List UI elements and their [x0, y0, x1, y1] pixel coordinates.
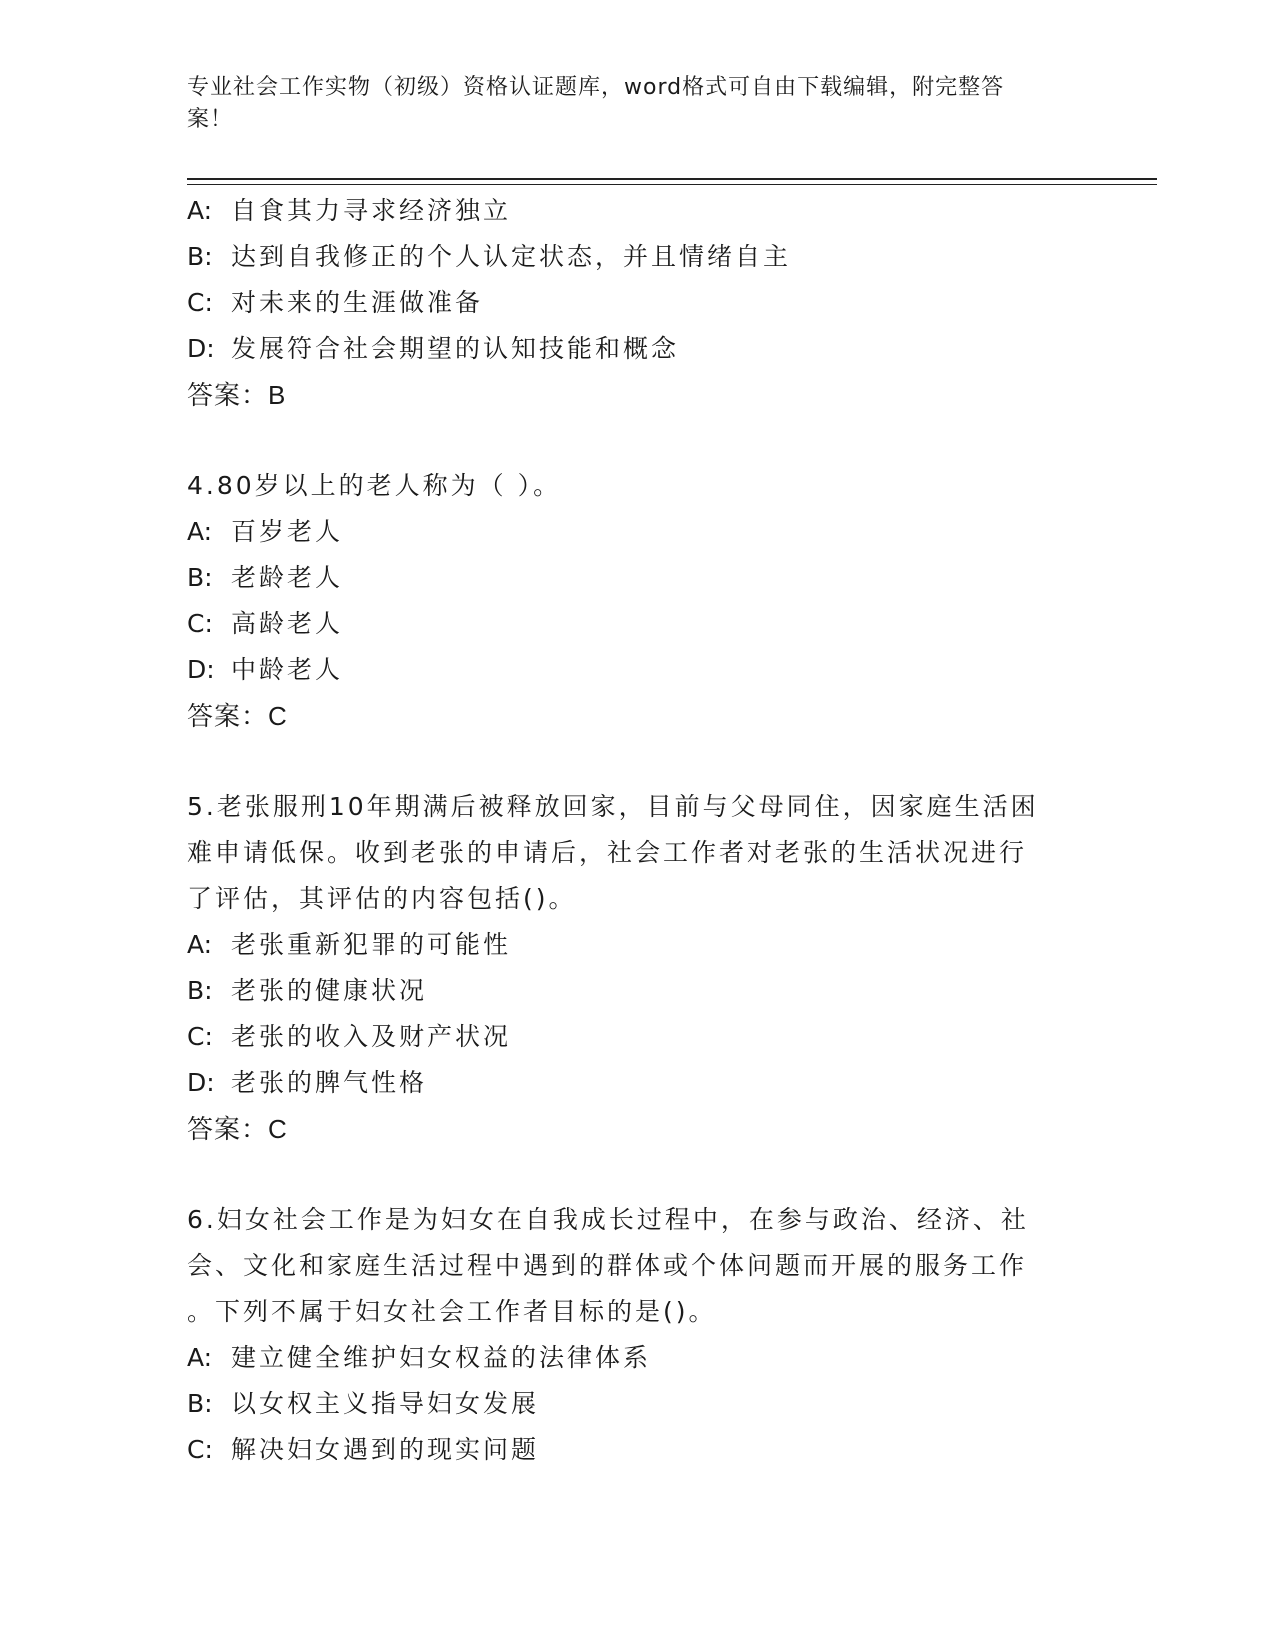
question-text-line-3: 了评估，其评估的内容包括()。: [187, 884, 577, 913]
question-6: [187, 1197, 1087, 1473]
question-3: [187, 188, 1087, 418]
option-a: A: 老张重新犯罪的可能性: [187, 930, 512, 959]
option-c: C: 高龄老人: [187, 609, 344, 638]
option-b: B: 老龄老人: [187, 563, 344, 592]
document-header: [187, 72, 1067, 136]
header-line-2: 案！: [187, 107, 234, 132]
option-c: C: 对未来的生涯做准备: [187, 288, 484, 317]
option-b: B: 达到自我修正的个人认定状态，并且情绪自主: [187, 242, 792, 271]
question-text-line-3: 。下列不属于妇女社会工作者目标的是()。: [187, 1297, 717, 1326]
question-text-line-1: 6.妇女社会工作是为妇女在自我成长过程中，在参与政治、经济、社: [187, 1205, 1029, 1234]
option-b: B: 以女权主义指导妇女发展: [187, 1389, 540, 1418]
question-text-line-2: 会、文化和家庭生活过程中遇到的群体或个体问题而开展的服务工作: [187, 1251, 1028, 1280]
option-c: C: 解决妇女遇到的现实问题: [187, 1435, 540, 1464]
option-a: A: 自食其力寻求经济独立: [187, 196, 512, 225]
option-d: D: 中龄老人: [187, 655, 344, 684]
question-text-line-1: 5.老张服刑10年期满后被释放回家，目前与父母同住，因家庭生活困: [187, 792, 1039, 821]
question-4: [187, 463, 1087, 739]
answer-text: 答案：B: [187, 380, 287, 410]
question-5: [187, 784, 1087, 1152]
answer-text: 答案：C: [187, 1114, 288, 1144]
question-text-line-2: 难申请低保。收到老张的申请后，社会工作者对老张的生活状况进行: [187, 838, 1028, 867]
option-d: D: 老张的脾气性格: [187, 1068, 428, 1097]
option-b: B: 老张的健康状况: [187, 976, 428, 1005]
answer-text: 答案：C: [187, 701, 288, 731]
header-rule-thin: [187, 184, 1157, 185]
option-d: D: 发展符合社会期望的认知技能和概念: [187, 334, 680, 363]
option-a: A: 百岁老人: [187, 517, 344, 546]
header-rule-thick: [187, 178, 1157, 180]
header-line-1: 专业社会工作实物（初级）资格认证题库，word格式可自由下载编辑，附完整答: [187, 75, 1005, 100]
question-body: [187, 188, 1087, 1473]
option-c: C: 老张的收入及财产状况: [187, 1022, 512, 1051]
question-text: 4.80岁以上的老人称为（ ）。: [187, 471, 562, 500]
option-a: A: 建立健全维护妇女权益的法律体系: [187, 1343, 652, 1372]
